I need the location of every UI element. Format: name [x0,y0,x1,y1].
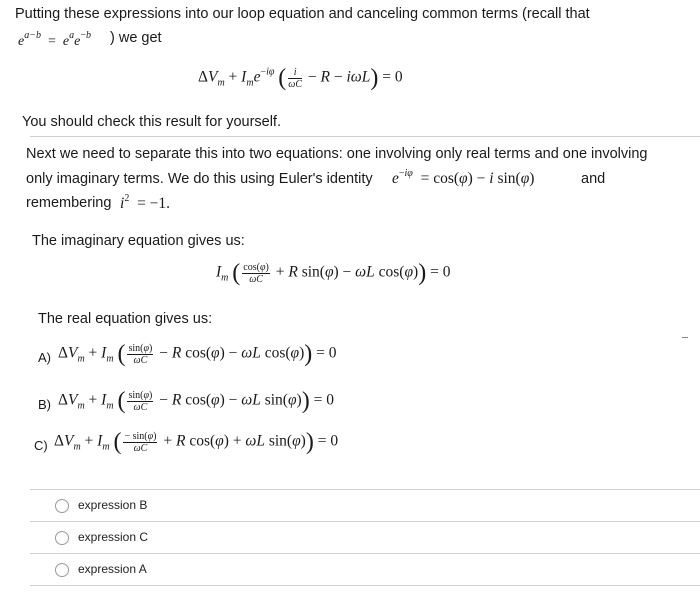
imaginary-equation: $I_m$ ( $\frac{\cos(\varphi)}{\omega C}$ + R sin(φ) − ωL cos(φ)) = 0 [216,260,451,286]
option-expression-c-label[interactable]: expression C [78,530,149,544]
intro-line-2-suffix: ) we get [110,30,162,46]
radio-expression-b[interactable] [55,499,69,513]
choice-a-equation: $\Delta V_m + I_m$ ( $\frac{\sin(\varphi)}{\omega C}$ − R cos(φ) − ωL cos(φ)) = 0 [58,341,337,367]
euler-identity: $e^{-i\varphi} = \cos(\varphi) - i$ sin(φ) [392,168,535,187]
check-text: You should check this result for yourself. [22,114,281,130]
real-label: The real equation gives us: [38,311,213,327]
i-squared: $i^2 = -1$. [120,193,171,212]
options-divider [30,489,700,490]
radio-expression-c[interactable] [55,531,69,545]
options-divider [30,585,700,586]
radio-expression-a[interactable] [55,563,69,577]
choice-b-equation: $\Delta V_m + I_m$ ( $\frac{\sin(\varphi)}{\omega C}$ − R cos(φ) − ωL sin(φ)) = 0 [58,388,334,414]
separate-line-3-prefix: remembering [26,195,112,211]
decorative-dash [682,337,688,338]
option-expression-b-label[interactable]: expression B [78,498,148,512]
choice-c-equation: $\Delta V_m + I_m$ ( $\frac{- \sin(\varphi)}{\omega C}$ + R cos(φ) + ωL sin(φ)) = 0 [54,429,339,455]
separate-line-2-prefix: only imaginary terms. We do this using Euler's identity [26,171,373,187]
choice-a-label: A) [38,350,51,365]
imaginary-label: The imaginary equation gives us: [32,233,245,249]
choice-c-label: C) [34,438,48,453]
separate-line-2-suffix: and [581,171,606,187]
exponent-identity: $e^{a-b} = e^ae^{-b}$ [18,30,91,49]
separate-line-1: Next we need to separate this into two equations: one involving only real terms and one involving [26,146,648,162]
loop-equation: $\Delta V_m + I_me^{-i\varphi}$ ( $\frac{i}{\omega C}$ − R − iωL) = 0 [198,65,403,91]
options-divider [30,521,700,522]
divider [30,136,700,137]
intro-line-1: Putting these expressions into our loop equation and canceling common terms (recall that [15,6,590,22]
options-divider [30,553,700,554]
choice-b-label: B) [38,397,51,412]
option-expression-a-label[interactable]: expression A [78,562,147,576]
